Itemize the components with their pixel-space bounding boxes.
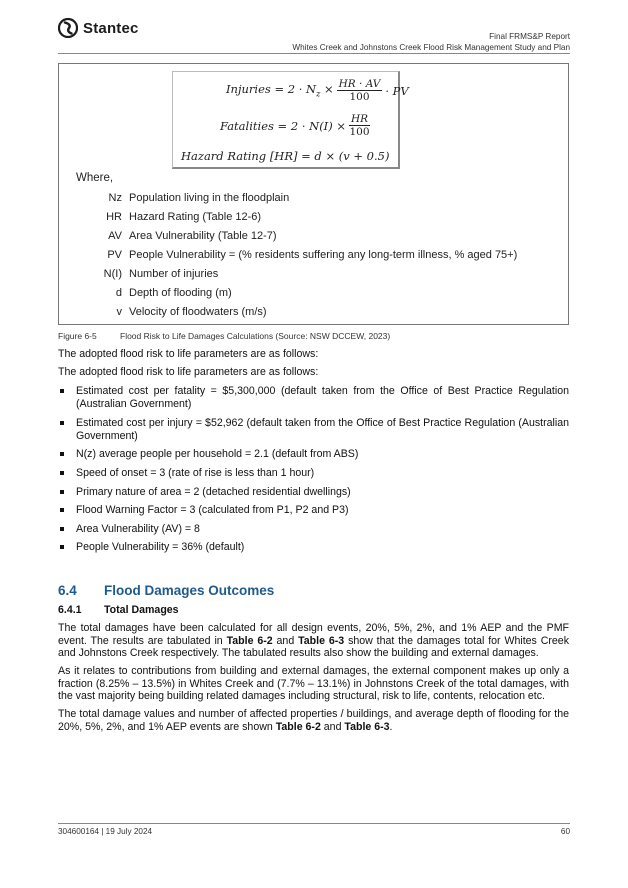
bullet-icon bbox=[60, 421, 64, 425]
subsection-heading: 6.4.1 Total Damages bbox=[58, 604, 179, 616]
formula-box bbox=[172, 71, 409, 169]
summary-paragraph: The total damage values and number of affected properties / buildings, and average depth of flooding for the 20%, 5%, 2%, and 1% AEP events are shown Table 6-2 and Table 6-3. bbox=[58, 708, 569, 733]
bullet-icon bbox=[60, 389, 64, 393]
stantec-logo bbox=[58, 18, 139, 38]
contributions-paragraph: As it relates to contributions from building and external damages, the external component makes up only a fraction (8.25% – 13.5%) in Whites Creek and (7.7% – 13.1%) in Johnstons Creek of the total damages, with the vast majority being building related damages including structural, risk to life, contents, relocation etc. bbox=[58, 665, 569, 702]
definition-row: N(I) Number of injuries bbox=[103, 268, 219, 280]
study-title: Whites Creek and Johnstons Creek Flood Risk Management Study and Plan bbox=[292, 43, 570, 52]
definition-row: d Depth of flooding (m) bbox=[115, 287, 232, 299]
definition-row: PV People Vulnerability = (% residents suffering any long-term illness, % aged 75+) bbox=[107, 249, 518, 261]
footer-divider bbox=[58, 823, 570, 824]
report-title: Final FRMS&P Report bbox=[489, 32, 570, 41]
injuries-equation: Injuries = $2 \cdot N_z$ × $\frac{HR \cdot AV}{100}$ · PV bbox=[226, 78, 409, 103]
figure-number: Figure 6-5 bbox=[58, 331, 97, 341]
definition-row: HR Hazard Rating (Table 12-6) bbox=[106, 211, 262, 223]
intro-paragraph: The adopted flood risk to life parameters are as follows: bbox=[58, 366, 319, 378]
stantec-logo-icon bbox=[58, 18, 78, 38]
definition-row: AV Area Vulnerability (Table 12-7) bbox=[108, 230, 277, 242]
section-heading: 6.4 Flood Damages Outcomes bbox=[58, 583, 275, 598]
intro-paragraph: The adopted flood risk to life parameters are as follows: bbox=[58, 348, 319, 360]
where-label: Where, bbox=[76, 172, 114, 184]
fatalities-equation: Fatalities = 2 · N(I) × $\frac{HR}{100}$ bbox=[220, 113, 370, 138]
header-divider bbox=[58, 53, 570, 54]
document-reference: 304600164 | 19 July 2024 bbox=[58, 827, 153, 836]
bullet-icon bbox=[60, 471, 64, 475]
figure-caption-text: Flood Risk to Life Damages Calculations (Source: NSW DCCEW, 2023) bbox=[120, 331, 391, 341]
header-titles bbox=[292, 31, 570, 53]
figure-caption bbox=[58, 331, 390, 341]
bullet-icon bbox=[60, 527, 64, 531]
bullet-icon bbox=[60, 508, 64, 512]
definition-row: v Velocity of floodwaters (m/s) bbox=[116, 306, 267, 318]
bullet-icon bbox=[60, 545, 64, 549]
page-header bbox=[0, 0, 628, 60]
figure-risk-to-life bbox=[58, 63, 569, 325]
bullet-icon bbox=[60, 490, 64, 494]
brand-name: Stantec bbox=[83, 19, 139, 37]
page-number: 60 bbox=[560, 827, 570, 836]
definition-row: Nz Population living in the floodplain bbox=[108, 192, 290, 204]
hazard-equation: Hazard Rating [HR] = d × (v + 0.5) bbox=[181, 149, 390, 163]
bullet-icon bbox=[60, 452, 64, 456]
total-damages-paragraph: The total damages have been calculated for all design events, 20%, 5%, 2%, and 1% AEP and the PMF event. The results are tabulated in Table 6-2 and Table 6-3 show that the damages total for Whites Creek and Johnstons Creek respectively. The tabulated results also show the building and external damages. bbox=[58, 622, 569, 659]
